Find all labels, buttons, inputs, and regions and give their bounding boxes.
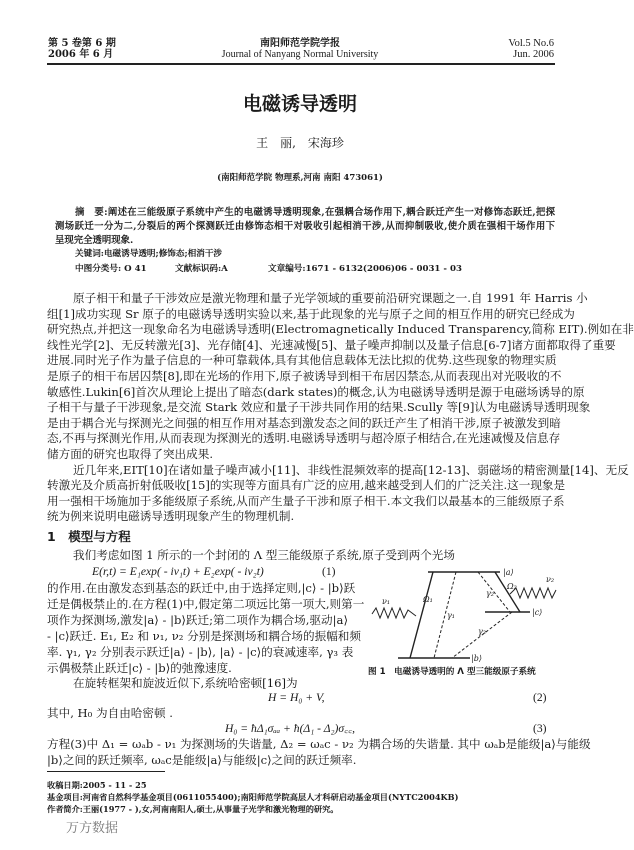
energy-level-diagram <box>370 552 570 667</box>
received-date: 收稿日期:2005 - 11 - 25 <box>47 780 147 790</box>
body-text-line: 示偶极禁止跃迁|c⟩ - |b⟩的弛豫速度. <box>47 661 232 675</box>
journal-name-en: Journal of Nanyang Normal University <box>221 49 379 60</box>
classification-number: 中图分类号: O 41 <box>75 264 147 274</box>
probe-photon-wave-icon <box>372 608 416 618</box>
omega1-label: Ω₁ <box>423 595 433 604</box>
issue-month: Jun. 2006 <box>513 49 554 60</box>
author-bio: 作者简介:王丽(1977 - ),女,河南南阳人,硕士,从事量子光学和激光物理的研究。 <box>47 804 339 814</box>
coupling-photon-wave-icon <box>510 588 556 598</box>
body-text-line: - |c⟩跃迁. E₁, E₂ 和 ν₁, ν₂ 分别是探测场和耦合场的振幅和频 <box>47 629 361 643</box>
funding-info: 基金项目:河南省自然科学基金项目(0611055400);南阳师范学院高层人才科研启动基金项目(NYTC2004KB) <box>47 792 459 802</box>
section-heading: 1 模型与方程 <box>47 529 131 544</box>
header-rule <box>47 63 555 65</box>
journal-name-cn: 南阳师范学院学报 <box>260 38 340 49</box>
equation-1: E(r,t) = E₁exp( - iν₁t) + E₂exp( - iν₂t) <box>92 565 264 578</box>
equation-1-number: (1) <box>322 565 336 578</box>
abstract-line: 测场跃迁一分为二,分裂后的两个探测跃迁由修饰态相干对吸收引起相消干涉,从而抑制吸收,使介质在强相干场作用下 <box>55 221 555 232</box>
body-text-line: 敏感性.Lukin[6]首次从理论上提出了暗态(dark states)的概念,认为电磁诱导透明是源于电磁场诱导的原 <box>47 384 585 399</box>
body-text-line: 转激光及介质高折射低吸收[15]的实现等方面具有广泛的应用,越来越受到人们的广泛关注.这一现象是 <box>47 478 566 493</box>
article-number: 文章编号:1671 - 6132(2006)06 - 0031 - 03 <box>268 264 462 274</box>
section-line: 其中, H₀ 为自由哈密顿 . <box>47 706 173 720</box>
section-line: 方程(3)中 Δ₁ = ωₐb - ν₁ 为探测场的失谐量, Δ₂ = ωₐc - ν₂ 为耦合场的失谐量. 其中 ωₐb是能级|a⟩与能级 <box>47 737 591 751</box>
body-text-line: 子相干与量子干涉现象,是交流 Stark 效应和量子干涉共同作用的结果.Scully 等[9]认为电磁诱导透明现象 <box>47 400 591 415</box>
issue-label: 第 5 卷第 6 期 <box>48 38 116 49</box>
paper-title: 电磁诱导透明 <box>242 93 357 115</box>
level-a-label: |a⟩ <box>503 568 514 577</box>
body-text-line: 线性光学[2]、无反转激光[3]、光存储[4]、光速减慢[5]、量子噪声抑制以及量子信息[6-7]诸方面都取得了重要 <box>47 337 616 352</box>
body-text-line: 项作为探测场,激发|a⟩ - |b⟩跃迁;第二项作为耦合场,驱动|a⟩ <box>47 613 348 627</box>
section-line: |b⟩之间的跃迁频率, ωₐc是能级|a⟩与能级|c⟩之间的跃迁频率. <box>47 753 357 767</box>
probe-transition-arrow <box>410 572 433 658</box>
level-c-label: |c⟩ <box>532 608 543 617</box>
omega2-label: Ω₂ <box>507 582 517 591</box>
section-line: 我们考虑如图 1 所示的一个封闭的 Λ 型三能级原子系统,原子受到两个光场 <box>73 548 455 562</box>
nu2-label: ν₂ <box>546 575 555 584</box>
body-text-line: 进展.同时光子作为量子信息的一种可靠载体,具有其他信息载体无法比拟的优势.这些现象的物理实质 <box>47 353 557 368</box>
abstract-line: 呈现完全透明现象. <box>55 235 134 246</box>
watermark: 万方数据 <box>66 821 119 836</box>
body-text-line: 统为例来说明电磁诱导透明现象产生的物理机制. <box>47 509 295 524</box>
body-text-line: 率. γ₁, γ₂ 分别表示跃迁|a⟩ - |b⟩, |a⟩ - |c⟩的衰减速率, γ₃ 表 <box>47 645 354 659</box>
body-text-line: 是原子的相干布居囚禁[8],即在光场的作用下,原子被诱导到相干布居囚禁态,从而表现出对光吸收的不 <box>47 369 562 383</box>
body-text-line: 原子相干和量子干涉效应是激光物理和量子光学领域的重要前沿研究课题之一.自 1991 年 Harris 小 <box>73 291 588 305</box>
keywords: 关键词:电磁诱导透明;修饰态;相消干涉 <box>75 249 223 259</box>
gamma2-decay-line <box>478 572 510 612</box>
body-text-line: 储方面的研究也取得了突出成果. <box>47 447 213 461</box>
volume-label: Vol.5 No.6 <box>508 38 554 49</box>
gamma3-label: γ₃ <box>478 627 486 636</box>
body-text-line: 用一强相干场施加于多能级原子系统,从而产生量子干涉和原子相干.本文我们以最基本的三能级原子系 <box>47 493 565 508</box>
issue-date: 2006 年 6 月 <box>48 49 114 60</box>
body-text-line: 组[1]成功实现 Sr 原子的电磁诱导透明实验以来,基于此现象的光与原子之间的相互作用的研究已经成为 <box>47 306 575 321</box>
document-code: 文献标识码:A <box>175 264 228 274</box>
gamma2-label: γ₂ <box>486 589 494 598</box>
authors: 王 丽, 宋海珍 <box>256 136 344 150</box>
body-text-line: 态,不再与探测光作用,从而表现为探测光的透明.电磁诱导透明与超冷原子相结合,在光速减慢及信息存 <box>47 431 561 446</box>
abstract-line: 摘 要:阐述在三能级原子系统中产生的电磁诱导透明现象,在强耦合场作用下,耦合跃迁产生一对修饰态跃迁,把探 <box>75 207 555 218</box>
body-text-line: 近几年来,EIT[10]在诸如量子噪声减小[11]、非线性混频效率的提高[12-13]、弱磁场的精密测量[14]、无反 <box>73 462 629 477</box>
figure-caption: 图 1 电磁诱导透明的 Λ 型三能级原子系统 <box>368 667 536 677</box>
affiliation: (南阳师范学院 物理系,河南 南阳 473061) <box>217 173 383 183</box>
body-text-line: 是由于耦合光与探测光之间强的相互作用对基态到激发态之间的跃迁产生了相消干涉,原子被激发到暗 <box>47 415 561 430</box>
body-text-line: 的作用.在由激发态到基态的跃迁中,由于选择定则,|c⟩ - |b⟩跃 <box>47 581 356 595</box>
section-line: 在旋转框架和旋波近似下,系统哈密顿[16]为 <box>73 676 298 690</box>
body-text-line: 迁是偶极禁止的.在方程(1)中,假定第二项远比第一项大,则第一 <box>47 597 365 611</box>
equation-3-number: (3) <box>533 722 547 735</box>
body-text-line: 研究热点,并把这一现象命名为电磁诱导透明(Electromagnetically Induced Transparency,简称 EIT).例如在非 <box>47 322 634 337</box>
gamma1-label: γ₁ <box>447 611 455 620</box>
footnote-rule <box>47 771 165 772</box>
equation-2-number: (2) <box>533 691 547 704</box>
coupling-transition-arrow <box>495 572 520 612</box>
equation-2: H = H₀ + V, <box>268 691 325 704</box>
equation-3: H₀ = ħΔ₁σₐₐ + ħ(Δ₁ - Δ₂)σ꜀꜀, <box>225 722 356 735</box>
level-b-label: |b⟩ <box>471 654 482 663</box>
nu1-label: ν₁ <box>382 597 391 606</box>
